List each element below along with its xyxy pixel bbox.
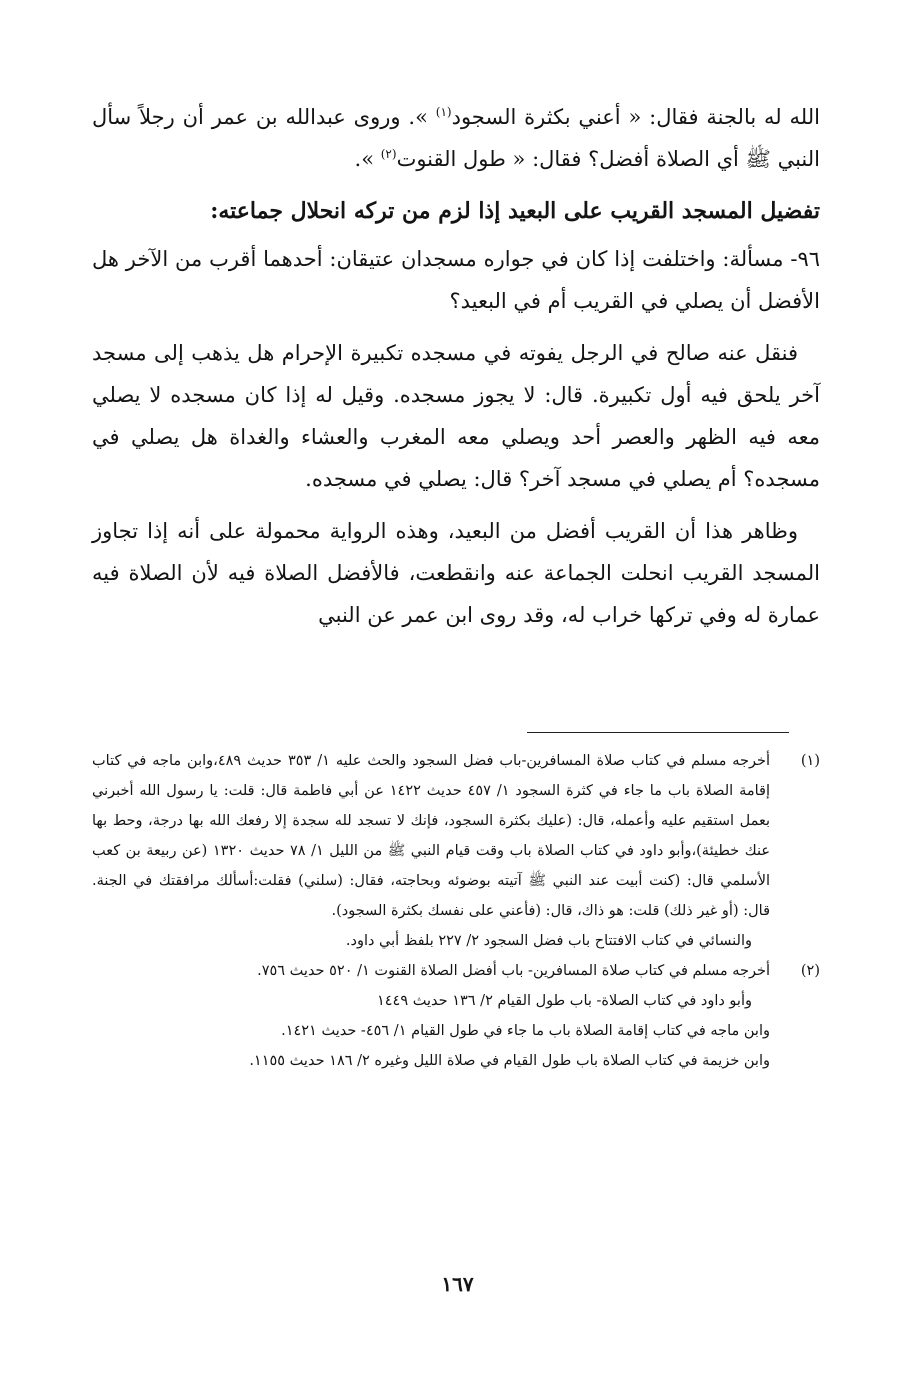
- section-heading: تفضيل المسجد القريب على البعيد إذا لزم من تركه انحلال جماعته:: [210, 198, 820, 224]
- footnote-2: [92, 956, 820, 1076]
- footnote-main-text: أخرجه مسلم في كتاب صلاة المسافرين-باب فضل السجود والحث عليه ١/ ٣٥٣ حديث ٤٨٩،وابن ماجه في كتاب إقامة الصلاة باب ما جاء في كثرة السجود ١/ ٤٥٧ حديث ١٤٢٢ عن أبي فاطمة قال: قلت: يا رسول الله أخبرني بعمل استقيم عليه وأعمله، قال: (عليك بكثرة السجود، فإنك لا تسجد لله سجدة إلا رفعك الله بها درجة، وحط بها عنك خطيئة)،وأبو داود في كتاب الصلاة باب وقت قيام النبي ﷺ من الليل ١/ ٧٨ حديث ١٣٢٠ (عن ربيعة بن كعب الأسلمي قال: (كنت أبيت عند النبي ﷺ آتيته بوضوئه وبحاجته، فقال: (سلني) فقلت:أسألك مرافقتك في الجنة. قال: (أو غير ذلك) قلت: هو ذاك، قال: (فأعني على نفسك بكثرة السجود).: [92, 753, 770, 919]
- paragraph-1: [92, 96, 820, 180]
- footnote-sub-text: وابن خزيمة في كتاب الصلاة باب طول القيام في صلاة الليل وغيره ٢/ ١٨٦ حديث ١١٥٥.: [249, 1053, 770, 1069]
- footnote-ref-1[interactable]: (١): [435, 105, 452, 119]
- footnote-sub-text: وابن ماجه في كتاب إقامة الصلاة باب ما جاء في طول القيام ١/ ٤٥٦- حديث ١٤٢١.: [281, 1023, 770, 1039]
- footnote-1: [92, 746, 820, 956]
- footnote-body: [92, 956, 770, 1076]
- main-text: [92, 96, 820, 636]
- footnote-main-text: أخرجه مسلم في كتاب صلاة المسافرين- باب أفضل الصلاة القنوت ١/ ٥٢٠ حديث ٧٥٦.: [257, 963, 770, 979]
- footnote-sub-text: وأبو داود في كتاب الصلاة- باب طول القيام ٢/ ١٣٦ حديث ١٤٤٩: [376, 993, 752, 1009]
- footnotes: [92, 746, 820, 1076]
- page-number: ١٦٧: [441, 1272, 474, 1296]
- paragraph-1-text: الله له بالجنة فقال: « أعني بكثرة السجود: [451, 105, 820, 129]
- paragraph-1-end: ».: [354, 147, 381, 171]
- paragraph-2: ٩٦- مسألة: واختلفت إذا كان في جواره مسجدان عتيقان: أحدهما أقرب من الآخر هل الأفضل أن يصلي في القريب أم في البعيد؟: [92, 247, 820, 313]
- paragraph-4: وظاهر هذا أن القريب أفضل من البعيد، وهذه الرواية محمولة على أنه إذا تجاوز المسجد القريب انحلت الجماعة عنه وانقطعت، فالأفضل الصلاة فيه لأن الصلاة فيه عمارة له وفي تركها خراب له، وقد روى ابن عمر عن النبي: [92, 519, 820, 627]
- paragraph-3: فنقل عنه صالح في الرجل يفوته في مسجده تكبيرة الإحرام هل يذهب إلى مسجد آخر يلحق فيه أول تكبيرة. قال: لا يجوز مسجده. وقيل له إذا كان مسجده لا يصلي معه فيه الظهر والعصر أحد ويصلي معه المغرب والعشاء والغداة هل يصلي في مسجده؟ أم يصلي في مسجد آخر؟ قال: يصلي في مسجده.: [92, 341, 820, 491]
- footnote-number: (١): [800, 753, 820, 769]
- footnote-ref-2[interactable]: (٢): [380, 147, 397, 161]
- paragraph-1-tail: ». وروى عبدالله بن عمر أن رجلاً سأل النبي ﷺ أي الصلاة أفضل؟ فقال: « طول القنوت: [92, 105, 820, 171]
- footnote-sub-text: والنسائي في كتاب الافتتاح باب فضل السجود ٢/ ٢٢٧ بلفظ أبي داود.: [345, 933, 752, 949]
- footnote-number: (٢): [800, 963, 820, 979]
- footnote-separator: [527, 732, 789, 733]
- footnote-body: [92, 746, 770, 956]
